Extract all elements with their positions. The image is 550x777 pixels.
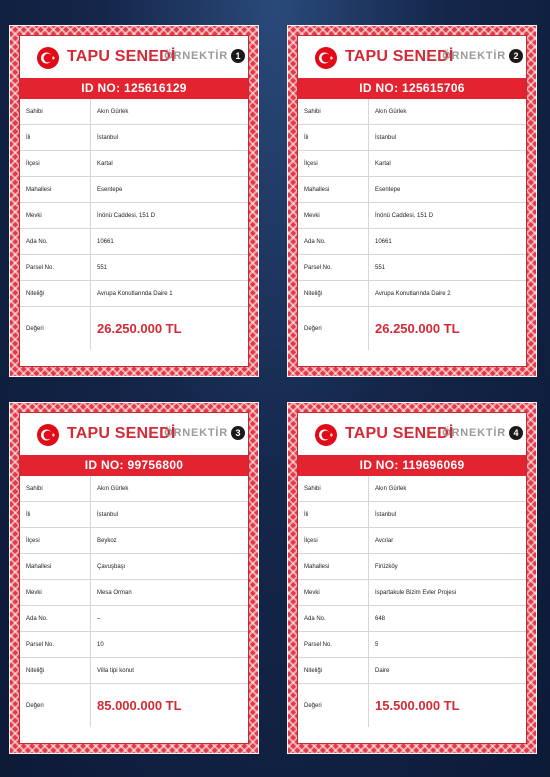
owner-value: Akın Gürlek	[369, 99, 527, 125]
table-row	[298, 476, 526, 502]
table-row	[298, 658, 526, 684]
quality-value: Daire	[369, 658, 527, 684]
deed-number-badge: 1	[231, 49, 245, 63]
table-row	[298, 554, 526, 580]
parcel-label: Parsel No.	[20, 632, 91, 658]
table-row	[298, 606, 526, 632]
deed-id-bar: ID NO: 125615706	[298, 78, 526, 99]
location-value: İnönü Caddesi, 151 D	[91, 203, 249, 229]
deed-card-3	[9, 402, 259, 754]
owner-label: Sahibi	[298, 476, 369, 502]
block-value: –	[91, 606, 249, 632]
price-text: 15.500.000 TL	[375, 698, 460, 713]
deed-details-table	[20, 476, 248, 727]
table-row	[298, 203, 526, 229]
province-value: İstanbul	[91, 502, 249, 528]
location-value: Ispartakule Bizim Evler Projesi	[369, 580, 527, 606]
location-label: Mevki	[20, 580, 91, 606]
province-label: İli	[20, 502, 91, 528]
owner-label: Sahibi	[298, 99, 369, 125]
block-value: 648	[369, 606, 527, 632]
table-row	[298, 229, 526, 255]
table-row	[298, 177, 526, 203]
quality-label: Niteliği	[298, 281, 369, 307]
deed-id-bar: ID NO: 119696069	[298, 455, 526, 476]
turkish-flag-icon	[37, 47, 59, 69]
parcel-label: Parsel No.	[298, 632, 369, 658]
price-value	[369, 307, 527, 351]
price-text: 85.000.000 TL	[97, 698, 182, 713]
table-row	[20, 307, 248, 351]
province-label: İli	[298, 502, 369, 528]
sample-watermark-label: ÖRNEKTİR	[442, 427, 506, 439]
table-row	[20, 255, 248, 281]
owner-value: Akın Gürlek	[91, 476, 249, 502]
neighborhood-label: Mahallesi	[298, 554, 369, 580]
table-row	[298, 307, 526, 351]
neighborhood-value: Esentepe	[369, 177, 527, 203]
district-value: Beykoz	[91, 528, 249, 554]
deed-number-badge: 3	[231, 426, 245, 440]
parcel-value: 551	[91, 255, 249, 281]
parcel-value: 10	[91, 632, 249, 658]
owner-value: Akın Gürlek	[369, 476, 527, 502]
value-label: Değeri	[20, 307, 91, 351]
location-label: Mevki	[20, 203, 91, 229]
owner-label: Sahibi	[20, 476, 91, 502]
table-row	[298, 99, 526, 125]
province-label: İli	[20, 125, 91, 151]
deed-header	[20, 413, 248, 455]
price-value	[91, 684, 249, 728]
deed-details-table	[298, 476, 526, 727]
block-label: Ada No.	[298, 606, 369, 632]
deed-id-bar: ID NO: 125616129	[20, 78, 248, 99]
location-label: Mevki	[298, 203, 369, 229]
deed-title: TAPU SENEDİ	[67, 48, 176, 65]
deed-card-4	[287, 402, 537, 754]
province-value: İstanbul	[91, 125, 249, 151]
quality-value: Villa tipi konut	[91, 658, 249, 684]
turkish-flag-icon	[315, 424, 337, 446]
neighborhood-value: Çavuşbaşı	[91, 554, 249, 580]
deed-number-badge: 4	[509, 426, 523, 440]
parcel-label: Parsel No.	[20, 255, 91, 281]
value-label: Değeri	[298, 307, 369, 351]
province-value: İstanbul	[369, 125, 527, 151]
table-row	[20, 476, 248, 502]
sample-watermark-label: ÖRNEKTİR	[164, 427, 228, 439]
table-row	[20, 684, 248, 728]
table-row	[298, 580, 526, 606]
quality-label: Niteliği	[298, 658, 369, 684]
turkish-flag-icon	[37, 424, 59, 446]
table-row	[20, 99, 248, 125]
block-label: Ada No.	[20, 229, 91, 255]
district-label: İlçesi	[20, 528, 91, 554]
quality-value: Avrupa Konutlarında Daire 2	[369, 281, 527, 307]
parcel-value: 5	[369, 632, 527, 658]
price-text: 26.250.000 TL	[375, 321, 460, 336]
deed-header	[298, 413, 526, 455]
location-value: Mesa Orman	[91, 580, 249, 606]
owner-label: Sahibi	[20, 99, 91, 125]
parcel-value: 551	[369, 255, 527, 281]
neighborhood-label: Mahallesi	[20, 177, 91, 203]
quality-label: Niteliği	[20, 281, 91, 307]
table-row	[20, 229, 248, 255]
table-row	[298, 125, 526, 151]
district-value: Kartal	[369, 151, 527, 177]
parcel-label: Parsel No.	[298, 255, 369, 281]
price-value	[369, 684, 527, 728]
deed-id-bar: ID NO: 99756800	[20, 455, 248, 476]
block-value: 10661	[369, 229, 527, 255]
deed-card-1	[9, 25, 259, 377]
value-label: Değeri	[298, 684, 369, 728]
deed-card-2	[287, 25, 537, 377]
table-row	[20, 606, 248, 632]
deed-number-badge: 2	[509, 49, 523, 63]
district-value: Kartal	[91, 151, 249, 177]
table-row	[298, 255, 526, 281]
table-row	[298, 502, 526, 528]
district-label: İlçesi	[20, 151, 91, 177]
block-label: Ada No.	[298, 229, 369, 255]
sample-watermark-label: ÖRNEKTİR	[164, 50, 228, 62]
deed-details-table	[298, 99, 526, 350]
table-row	[298, 632, 526, 658]
quality-label: Niteliği	[20, 658, 91, 684]
deed-details-table	[20, 99, 248, 350]
block-value: 10661	[91, 229, 249, 255]
deed-header	[298, 36, 526, 78]
table-row	[298, 151, 526, 177]
deed-title: TAPU SENEDİ	[345, 48, 454, 65]
location-label: Mevki	[298, 580, 369, 606]
table-row	[20, 632, 248, 658]
table-row	[20, 177, 248, 203]
table-row	[20, 125, 248, 151]
table-row	[20, 554, 248, 580]
location-value: İnönü Caddesi, 151 D	[369, 203, 527, 229]
block-label: Ada No.	[20, 606, 91, 632]
table-row	[20, 658, 248, 684]
neighborhood-label: Mahallesi	[298, 177, 369, 203]
district-label: İlçesi	[298, 151, 369, 177]
value-label: Değeri	[20, 684, 91, 728]
table-row	[20, 528, 248, 554]
table-row	[20, 151, 248, 177]
table-row	[20, 502, 248, 528]
owner-value: Akın Gürlek	[91, 99, 249, 125]
table-row	[298, 528, 526, 554]
table-row	[298, 684, 526, 728]
table-row	[20, 580, 248, 606]
district-label: İlçesi	[298, 528, 369, 554]
price-value	[91, 307, 249, 351]
quality-value: Avrupa Konutlarında Daire 1	[91, 281, 249, 307]
district-value: Avcılar	[369, 528, 527, 554]
deed-header	[20, 36, 248, 78]
table-row	[20, 281, 248, 307]
table-row	[298, 281, 526, 307]
deed-title: TAPU SENEDİ	[67, 425, 176, 442]
deed-title: TAPU SENEDİ	[345, 425, 454, 442]
table-row	[20, 203, 248, 229]
price-text: 26.250.000 TL	[97, 321, 182, 336]
province-value: İstanbul	[369, 502, 527, 528]
turkish-flag-icon	[315, 47, 337, 69]
province-label: İli	[298, 125, 369, 151]
neighborhood-value: Firüzköy	[369, 554, 527, 580]
neighborhood-value: Esentepe	[91, 177, 249, 203]
sample-watermark-label: ÖRNEKTİR	[442, 50, 506, 62]
neighborhood-label: Mahallesi	[20, 554, 91, 580]
